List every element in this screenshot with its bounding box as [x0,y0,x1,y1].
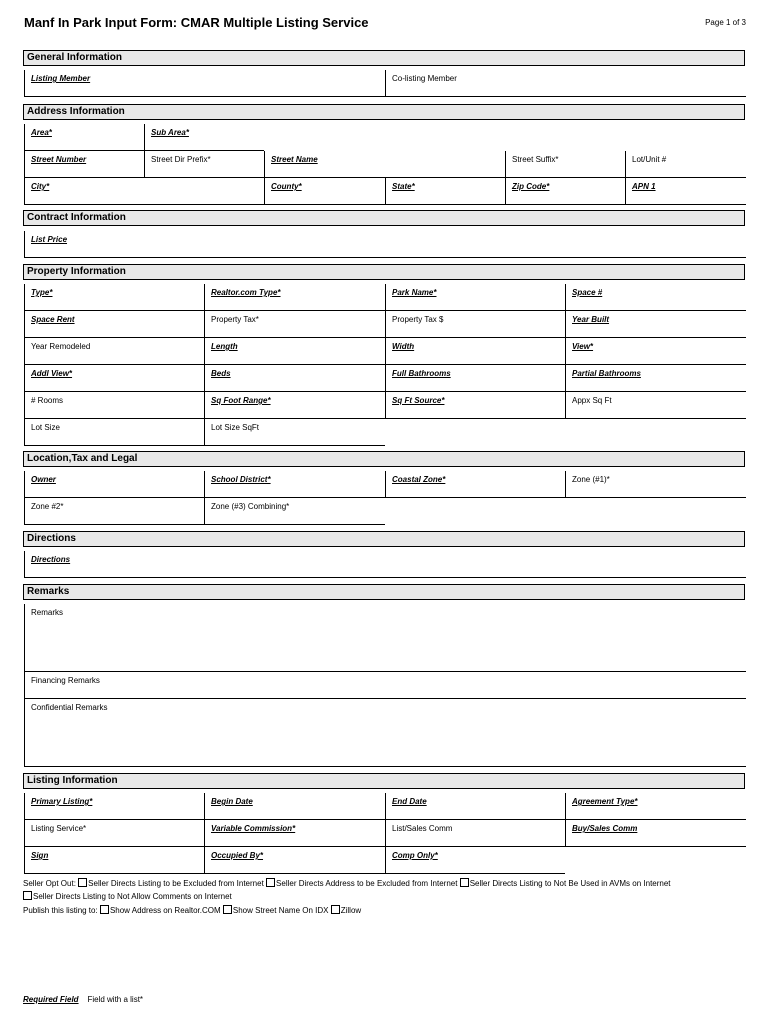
field-label: Property Tax $ [392,315,444,324]
apn-field[interactable] [625,178,746,205]
type-field[interactable] [24,284,204,311]
opt-exclude-listing-checkbox[interactable] [78,878,87,887]
field-label: Addl View* [31,369,73,378]
length-field[interactable] [204,338,385,365]
publish-idx-checkbox[interactable] [223,905,232,914]
field-label: Comp Only* [392,851,438,860]
field-label: List/Sales Comm [392,824,453,833]
end-date-field[interactable] [385,793,565,820]
listing-member-field[interactable] [24,70,385,97]
property-tax-dollar-field[interactable] [385,311,565,338]
field-label: Sign [31,851,49,860]
field-label: Lot/Unit # [632,155,667,164]
financing-remarks-field[interactable] [24,672,746,699]
partial-bathrooms-field[interactable] [565,365,746,392]
field-label: City* [31,182,50,191]
width-field[interactable] [385,338,565,365]
appx-sqft-field[interactable] [565,392,746,419]
publish-idx-label: Show Street Name On IDX [232,906,329,915]
section-general-information: General Information [23,50,745,66]
field-label: Co-listing Member [392,74,457,83]
field-label: Coastal Zone* [392,475,446,484]
year-remodeled-field[interactable] [24,338,204,365]
school-district-field[interactable] [204,471,385,498]
field-label: Length [211,342,238,351]
field-label: Confidential Remarks [31,703,108,712]
zip-code-field[interactable] [505,178,625,205]
field-label: Zone #2* [31,502,64,511]
listing-service-field[interactable] [24,820,204,847]
field-label: Zone (#1)* [572,475,610,484]
lot-unit-field[interactable] [625,151,746,178]
section-location-tax-legal: Location,Tax and Legal [23,451,745,467]
section-listing-information: Listing Information [23,773,745,789]
field-label: Street Name [271,155,318,164]
agreement-type-field[interactable] [565,793,746,820]
full-bathrooms-field[interactable] [385,365,565,392]
area-field[interactable] [24,124,144,151]
year-built-field[interactable] [565,311,746,338]
street-dir-prefix-field[interactable] [144,151,264,178]
occupied-by-field[interactable] [204,847,385,874]
beds-field[interactable] [204,365,385,392]
zone3-field[interactable] [204,498,385,525]
field-label: Year Remodeled [31,342,91,351]
field-label: Sq Foot Range* [211,396,271,405]
lot-size-sqft-field[interactable] [204,419,385,446]
zone2-field[interactable] [24,498,204,525]
legend-list-field: Field with a list* [87,995,144,1004]
opt-no-comments-checkbox[interactable] [23,891,32,900]
sqft-range-field[interactable] [204,392,385,419]
remarks-field[interactable] [24,604,746,672]
field-label: Listing Service* [31,824,87,833]
addl-view-field[interactable] [24,365,204,392]
field-label: Remarks [31,608,64,617]
form-title: Manf In Park Input Form: CMAR Multiple Listing Service [24,15,369,30]
field-label: Lot Size [31,423,60,432]
field-label: Zip Code* [512,182,550,191]
field-label: APN 1 [632,182,656,191]
coastal-zone-field[interactable] [385,471,565,498]
property-tax-field[interactable] [204,311,385,338]
field-label: Type* [31,288,53,297]
buy-sales-comm-field[interactable] [565,820,746,847]
field-label: Owner [31,475,56,484]
field-label: State* [392,182,415,191]
publish-zillow-label: Zillow [340,906,362,915]
publish-row [23,905,361,915]
field-label: Space # [572,288,603,297]
field-label: Agreement Type* [572,797,638,806]
confidential-remarks-field[interactable] [24,699,746,767]
space-field[interactable] [565,284,746,311]
park-name-field[interactable] [385,284,565,311]
sqft-source-field[interactable] [385,392,565,419]
street-number-field[interactable] [24,151,144,178]
field-label: Sq Ft Source* [392,396,445,405]
legend [23,995,143,1004]
field-label: Financing Remarks [31,676,100,685]
field-label: Realtor.com Type* [211,288,281,297]
variable-commission-field[interactable] [204,820,385,847]
field-label: # Rooms [31,396,64,405]
directions-field[interactable] [24,551,746,578]
field-label: Zone (#3) Combining* [211,502,290,511]
opt-no-avm-label: Seller Directs Listing to Not Be Used in AVMs on Internet [469,879,671,888]
field-label: Street Suffix* [512,155,559,164]
colisting-member-field[interactable] [385,70,746,97]
sub-area-field[interactable] [144,124,264,151]
field-label: View* [572,342,594,351]
street-name-field[interactable] [264,151,505,178]
field-label: Street Number [31,155,87,164]
seller-opt-out-row [23,878,671,888]
owner-field[interactable] [24,471,204,498]
field-label: Buy/Sales Comm [572,824,638,833]
publish-zillow-checkbox[interactable] [331,905,340,914]
comp-only-field[interactable] [385,847,565,874]
field-label: Year Built [572,315,610,324]
field-label: Park Name* [392,288,437,297]
state-field[interactable] [385,178,505,205]
city-field[interactable] [24,178,264,205]
field-label: Partial Bathrooms [572,369,641,378]
page-number: Page 1 of 3 [705,18,746,27]
field-label: School District* [211,475,271,484]
section-contract-information: Contract Information [23,210,745,226]
opt-exclude-address-checkbox[interactable] [266,878,275,887]
list-sales-comm-field[interactable] [385,820,565,847]
field-label: County* [271,182,302,191]
field-label: Variable Commission* [211,824,296,833]
field-label: Property Tax* [211,315,259,324]
street-suffix-field[interactable] [505,151,625,178]
section-address-information: Address Information [23,104,745,120]
sign-field[interactable] [24,847,204,874]
field-label: End Date [392,797,427,806]
opt-no-avm-checkbox[interactable] [460,878,469,887]
field-label: Area* [31,128,52,137]
seller-opt-out-row-2 [23,891,232,901]
zone1-field[interactable] [565,471,746,498]
field-label: Directions [31,555,71,564]
list-price-field[interactable] [24,231,746,258]
seller-opt-out-label: Seller Opt Out: [23,879,76,888]
view-field[interactable] [565,338,746,365]
publish-label: Publish this listing to: [23,906,98,915]
space-rent-field[interactable] [24,311,204,338]
field-label: Space Rent [31,315,75,324]
realtor-type-field[interactable] [204,284,385,311]
rooms-field[interactable] [24,392,204,419]
publish-realtor-label: Show Address on Realtor.COM [109,906,221,915]
opt-no-comments-label: Seller Directs Listing to Not Allow Comments on Internet [33,892,232,901]
begin-date-field[interactable] [204,793,385,820]
field-label: List Price [31,235,68,244]
field-label: Street Dir Prefix* [151,155,211,164]
opt-exclude-listing-label: Seller Directs Listing to be Excluded from Internet [88,879,264,888]
lot-size-field[interactable] [24,419,204,446]
field-label: Begin Date [211,797,253,806]
opt-exclude-address-label: Seller Directs Address to be Excluded from Internet [276,879,458,888]
field-label: Primary Listing* [31,797,93,806]
section-directions: Directions [23,531,745,547]
field-label: Listing Member [31,74,91,83]
field-label: Occupied By* [211,851,264,860]
field-label: Width [392,342,415,351]
section-remarks: Remarks [23,584,745,600]
field-label: Lot Size SqFt [211,423,260,432]
field-label: Appx Sq Ft [572,396,612,405]
section-property-information: Property Information [23,264,745,280]
primary-listing-field[interactable] [24,793,204,820]
field-label: Beds [211,369,231,378]
publish-realtor-checkbox[interactable] [100,905,109,914]
field-label: Full Bathrooms [392,369,451,378]
legend-required-field: Required Field [23,995,79,1004]
county-field[interactable] [264,178,385,205]
field-label: Sub Area* [151,128,189,137]
